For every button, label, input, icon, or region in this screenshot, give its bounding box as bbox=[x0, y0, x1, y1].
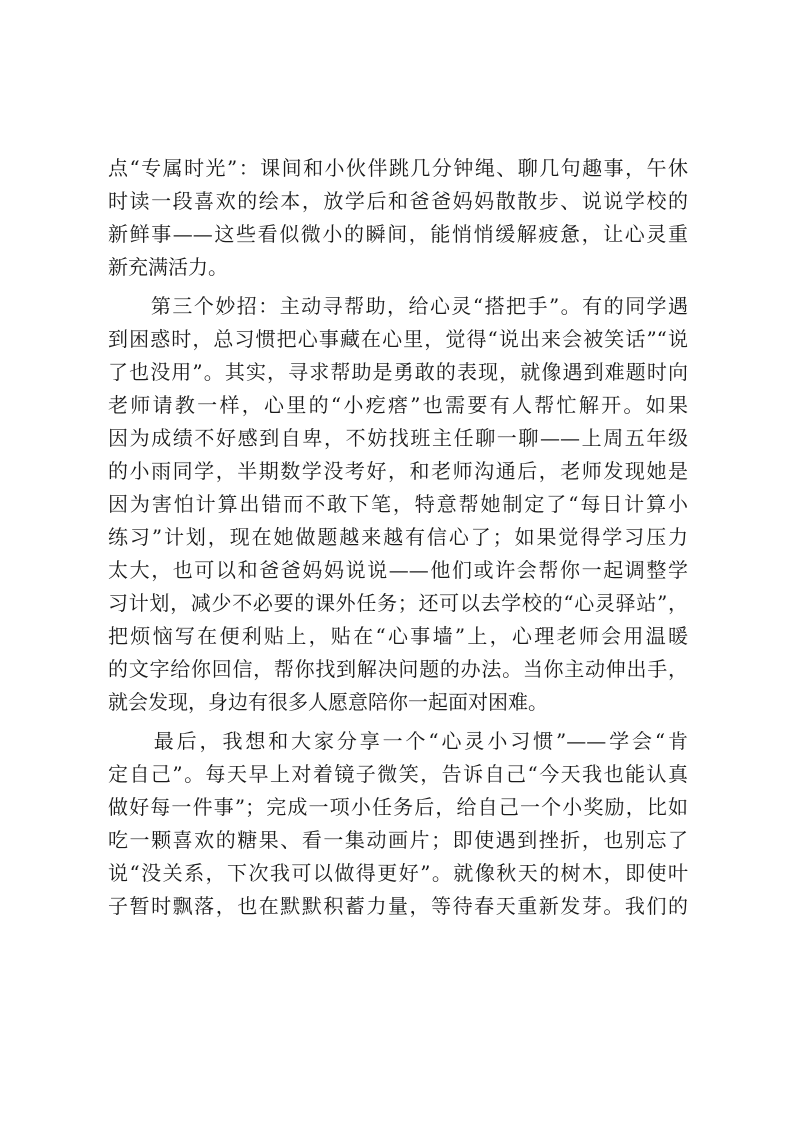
paragraph-3 bbox=[108, 725, 688, 923]
text-line: 说“没关系，下次我可以做得更好”。就像秋天的树木，即使叶 bbox=[108, 861, 688, 885]
paragraph-2 bbox=[108, 290, 688, 719]
text-line: 新鲜事——这些看似微小的瞬间，能悄悄缓解疲惫，让心灵重 bbox=[108, 222, 688, 246]
text-line: 因为害怕计算出错而不敢下笔，特意帮她制定了“每日计算小 bbox=[108, 492, 688, 516]
text-line: 把烦恼写在便利贴上，贴在“心事墙”上，心理老师会用温暖 bbox=[108, 624, 688, 648]
text-line: 老师请教一样，心里的“小疙瘩”也需要有人帮忙解开。如果 bbox=[108, 393, 688, 417]
text-line: 的小雨同学，半期数学没考好，和老师沟通后，老师发现她是 bbox=[108, 459, 688, 483]
text-line: 因为成绩不好感到自卑，不妨找班主任聊一聊——上周五年级 bbox=[108, 426, 688, 450]
text-line: 点“专属时光”：课间和小伙伴跳几分钟绳、聊几句趣事，午休 bbox=[108, 156, 688, 180]
text-line: 新充满活力。 bbox=[108, 255, 228, 279]
text-line: 做好每一件事”；完成一项小任务后，给自己一个小奖励，比如 bbox=[108, 795, 688, 819]
text-line: 第三个妙招：主动寻帮助，给心灵“搭把手”。有的同学遇 bbox=[108, 294, 688, 318]
text-line: 到困惑时，总习惯把心事藏在心里，觉得“说出来会被笑话”“说 bbox=[108, 327, 688, 351]
text-line: 时读一段喜欢的绘本，放学后和爸爸妈妈散散步、说说学校的 bbox=[108, 189, 688, 213]
text-line: 就会发现，身边有很多人愿意陪你一起面对困难。 bbox=[108, 690, 548, 714]
text-line: 子暂时飘落，也在默默积蓄力量，等待春天重新发芽。我们的 bbox=[108, 894, 688, 918]
text-line: 吃一颗喜欢的糖果、看一集动画片；即使遇到挫折，也别忘了 bbox=[108, 828, 688, 852]
text-line: 定自己”。每天早上对着镜子微笑，告诉自己“今天我也能认真 bbox=[108, 762, 688, 786]
text-line: 太大，也可以和爸爸妈妈说说——他们或许会帮你一起调整学 bbox=[108, 558, 688, 582]
text-line: 练习”计划，现在她做题越来越有信心了；如果觉得学习压力 bbox=[108, 525, 688, 549]
paragraph-1 bbox=[108, 152, 688, 284]
text-line: 最后，我想和大家分享一个“心灵小习惯”——学会“肯 bbox=[108, 729, 688, 753]
text-line: 习计划，减少不必要的课外任务；还可以去学校的“心灵驿站”， bbox=[108, 591, 688, 615]
text-line: 的文字给你回信，帮你找到解决问题的办法。当你主动伸出手， bbox=[108, 657, 688, 681]
text-line: 了也没用”。其实，寻求帮助是勇敢的表现，就像遇到难题时向 bbox=[108, 360, 688, 384]
document-page bbox=[108, 152, 688, 923]
